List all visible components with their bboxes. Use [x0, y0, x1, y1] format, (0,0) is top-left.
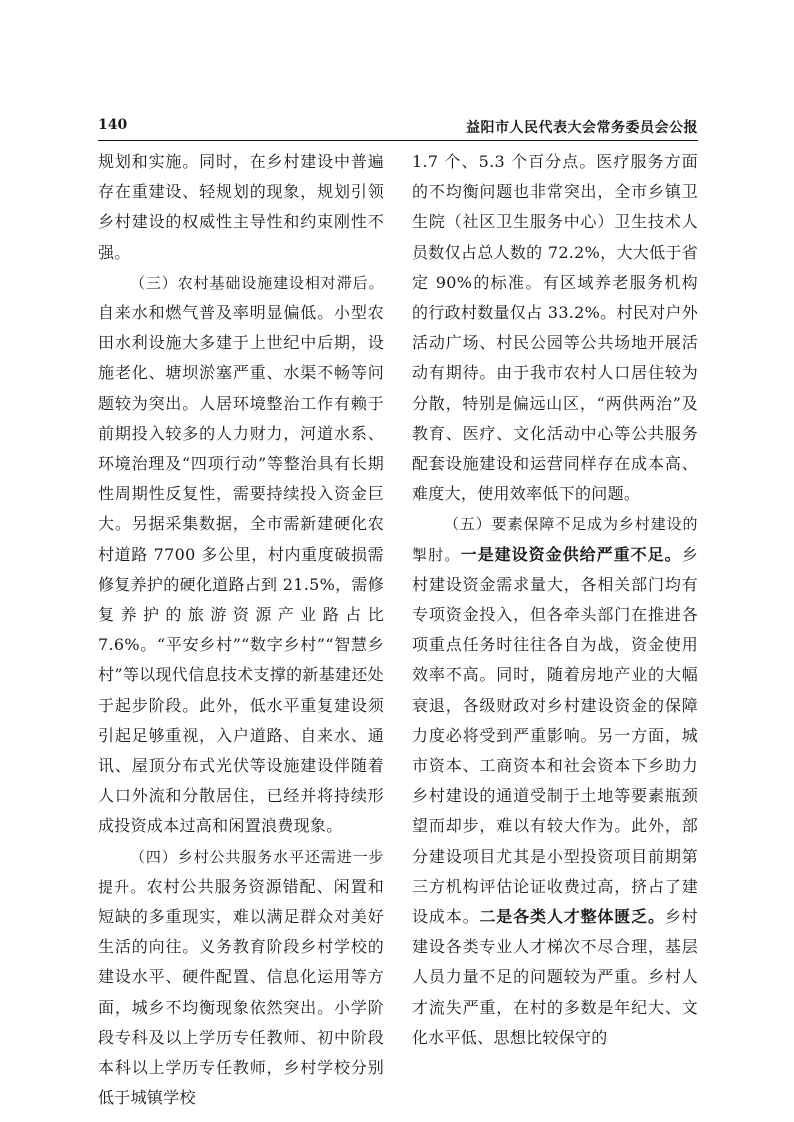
- paragraph-body: 自来水和燃气普及率明显偏低。小型农田水利设施大多建于上世纪中后期，设施老化、塘坝淤塞严重、水渠不畅等问题较为突出。人居环境整治工作有赖于前期投入较多的人力财力，河道水系、环境治理及“四项行动”等整治具有长期性周期性反复性，需要持续投入资金巨大。另据采集数据，全市需新建硬化农村道路 7700 多公里，村内重度破损需修复养护的硬化道路占到 21.5%，需修复养护的旅游资源产业路占比 7.6%。“平安乡村”“数字乡村”“智慧乡村”等以现代信息技术支撑的新基建还处于起步阶段。此外，低水平重复建设须引起足够重视，入户道路、自来水、通讯、屋顶分布式光伏等设施建设伴随着人口外流和分散居住，已经并将持续形成投资成本过高和闲置浪费现象。: [98, 303, 384, 836]
- paragraph-body: 乡村建设各类专业人才梯次不尽合理，基层人员力量不足的问题较为严重。乡村人才流失严重，在村的多数是年纪大、文化水平低、思想比较保守的: [412, 907, 698, 1047]
- journal-title: 益阳市人民代表大会常务委员会公报: [466, 120, 698, 136]
- paragraph: 规划和实施。同时，在乡村建设中普遍存在重建设、轻规划的现象，规划引领乡村建设的权威性主导性和约束刚性不强。: [98, 152, 384, 262]
- paragraph: 1.7 个、5.3 个百分点。医疗服务方面的不均衡问题也非常突出，全市乡镇卫生院（社区卫生服务中心）卫生技术人员数仅占总人数的 72.2%，大大低于省定 90%的标准。有区域养老服务机构的行政村数量仅占 33.2%。村民对户外活动广场、村民公园等公共场地开展活动有期待。由于我市农村人口居住较为分散，特别是偏远山区，“两供两治”及教育、医疗、文化活动中心等公共服务配套设施建设和运营同样存在成本高、难度大，使用效率低下的问题。: [412, 152, 698, 504]
- left-column: [98, 147, 384, 1114]
- bold-lead: 一是建设资金供给严重不足。: [460, 544, 682, 564]
- page-header: [98, 114, 698, 138]
- paragraph: [98, 842, 384, 1114]
- section-heading: （四）乡村公共服务水平还需进一步提升。: [98, 847, 384, 896]
- right-column: [412, 147, 698, 1053]
- paragraph-body: 农村公共服务资源错配、闲置和短缺的多重现实，难以满足群众对美好生活的向往。义务教育阶段乡村学校的建设水平、硬件配置、信息化运用等方面，城乡不均衡现象依然突出。小学阶段专科及以上学历专任教师、初中阶段本科以上学历专任教师，乡村学校分别低于城镇学校: [98, 876, 384, 1108]
- paragraph-body: 乡村建设资金需求量大，各相关部门均有专项资金投入，但各牵头部门在推进各项重点任务时往往各自为战，资金使用效率不高。同时，随着房地产业的大幅衰退，各级财政对乡村建设资金的保障力度必将受到严重影响。另一方面，城市资本、工商资本和社会资本下乡助力乡村建设的通道受制于土地等要素瓶颈望而却步，难以有较大作为。此外，部分建设项目尤其是小型投资项目前期第三方机构评估论证收费过高，挤占了建设成本。: [412, 544, 698, 927]
- paragraph: [98, 268, 384, 842]
- section-heading: （五）要素保障不足成为乡村建设的掣肘。: [412, 515, 698, 564]
- bold-lead: 二是各类人才整体匮乏。: [479, 907, 665, 927]
- header-rule: [98, 140, 698, 141]
- section-heading: （三）农村基础设施建设相对滞后。: [130, 273, 384, 292]
- paragraph: [412, 509, 698, 1053]
- page-number: 140: [98, 117, 128, 133]
